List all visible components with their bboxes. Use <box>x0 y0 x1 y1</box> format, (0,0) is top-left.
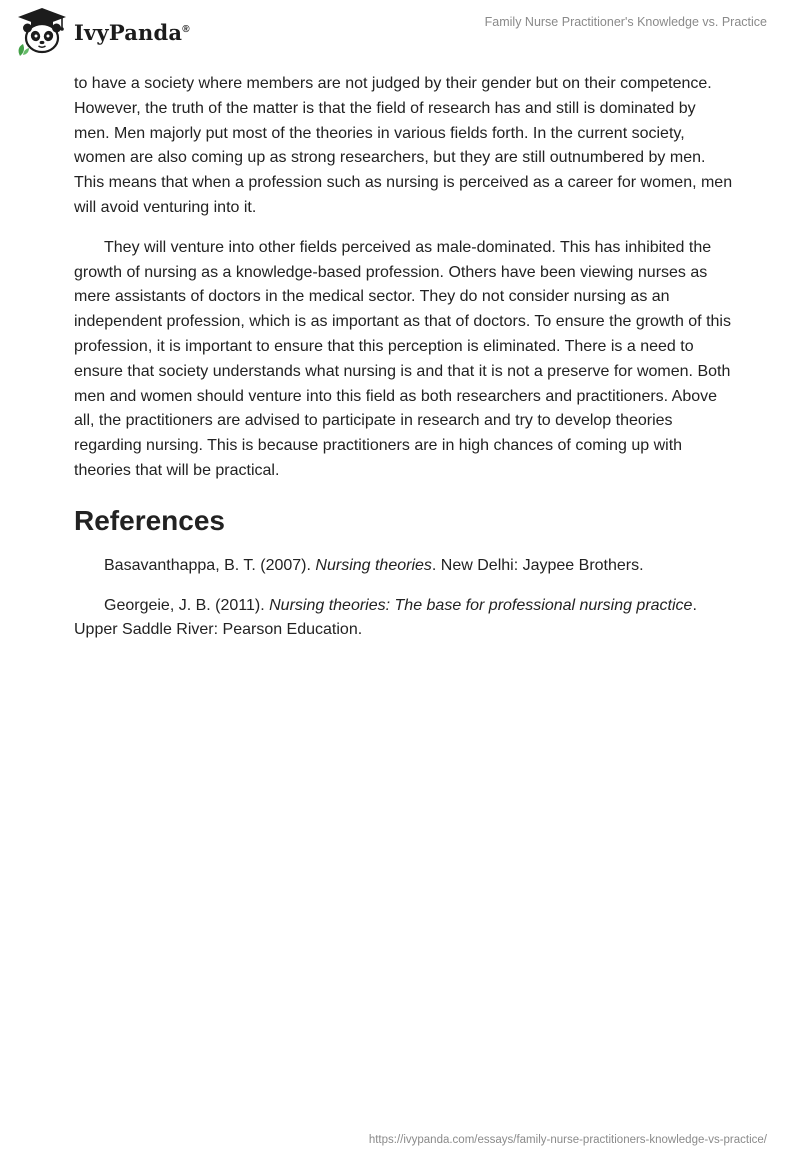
running-title: Family Nurse Practitioner's Knowledge vs. Practice <box>484 15 767 29</box>
reference-entry: Basavanthappa, B. T. (2007). Nursing theories. New Delhi: Jaypee Brothers. <box>104 556 644 574</box>
paragraph: They will venture into other fields perceived as male-dominated. This has inhibited the growth of nursing as a knowledge-based profession. Others have been viewing nurses as mere assistants of doctors in the medical sector. They do not consider nursing as an independent profession, which is as important as that of doctors. To ensure the growth of this profession, it is important to ensure that this perception is eliminated. There is a need to ensure that society understands what nursing is and that it is not a preserve for women. Both men and women should venture into this field as both researchers and practitioners. Above all, the practitioners are advised to participate in research and try to develop theories regarding nursing. This is because practitioners are in high chances of coming up with theories that will be practical. <box>74 238 731 479</box>
registered-mark: ® <box>182 23 190 35</box>
panda-graduation-cap-icon <box>14 6 70 58</box>
paragraph-continued: to have a society where members are not judged by their gender but on their competence. However, the truth of the matter is that the field of research has and still is dominated by men. Men majorly put most of the theories in various fields forth. In the current society, women are also coming up as strong researchers, but they are still outnumbered by men. This means that when a profession such as nursing is perceived as a career for women, men will avoid venturing into it. <box>74 75 733 216</box>
document-body <box>74 72 734 658</box>
reference-entry: Georgeie, J. B. (2011). Nursing theories: The base for professional nursing practice. Upper Saddle River: Pearson Education. <box>74 596 697 639</box>
reference-title: Nursing theories: The base for professional nursing practice <box>269 596 693 614</box>
page-header <box>0 0 800 64</box>
references-heading: References <box>74 504 225 536</box>
ivypanda-logo[interactable] <box>14 6 194 58</box>
reference-title: Nursing theories <box>315 556 432 574</box>
source-url[interactable]: https://ivypanda.com/essays/family-nurse-practitioners-knowledge-vs-practice/ <box>368 1134 767 1146</box>
logo-wordmark: IvyPanda® <box>74 19 190 45</box>
